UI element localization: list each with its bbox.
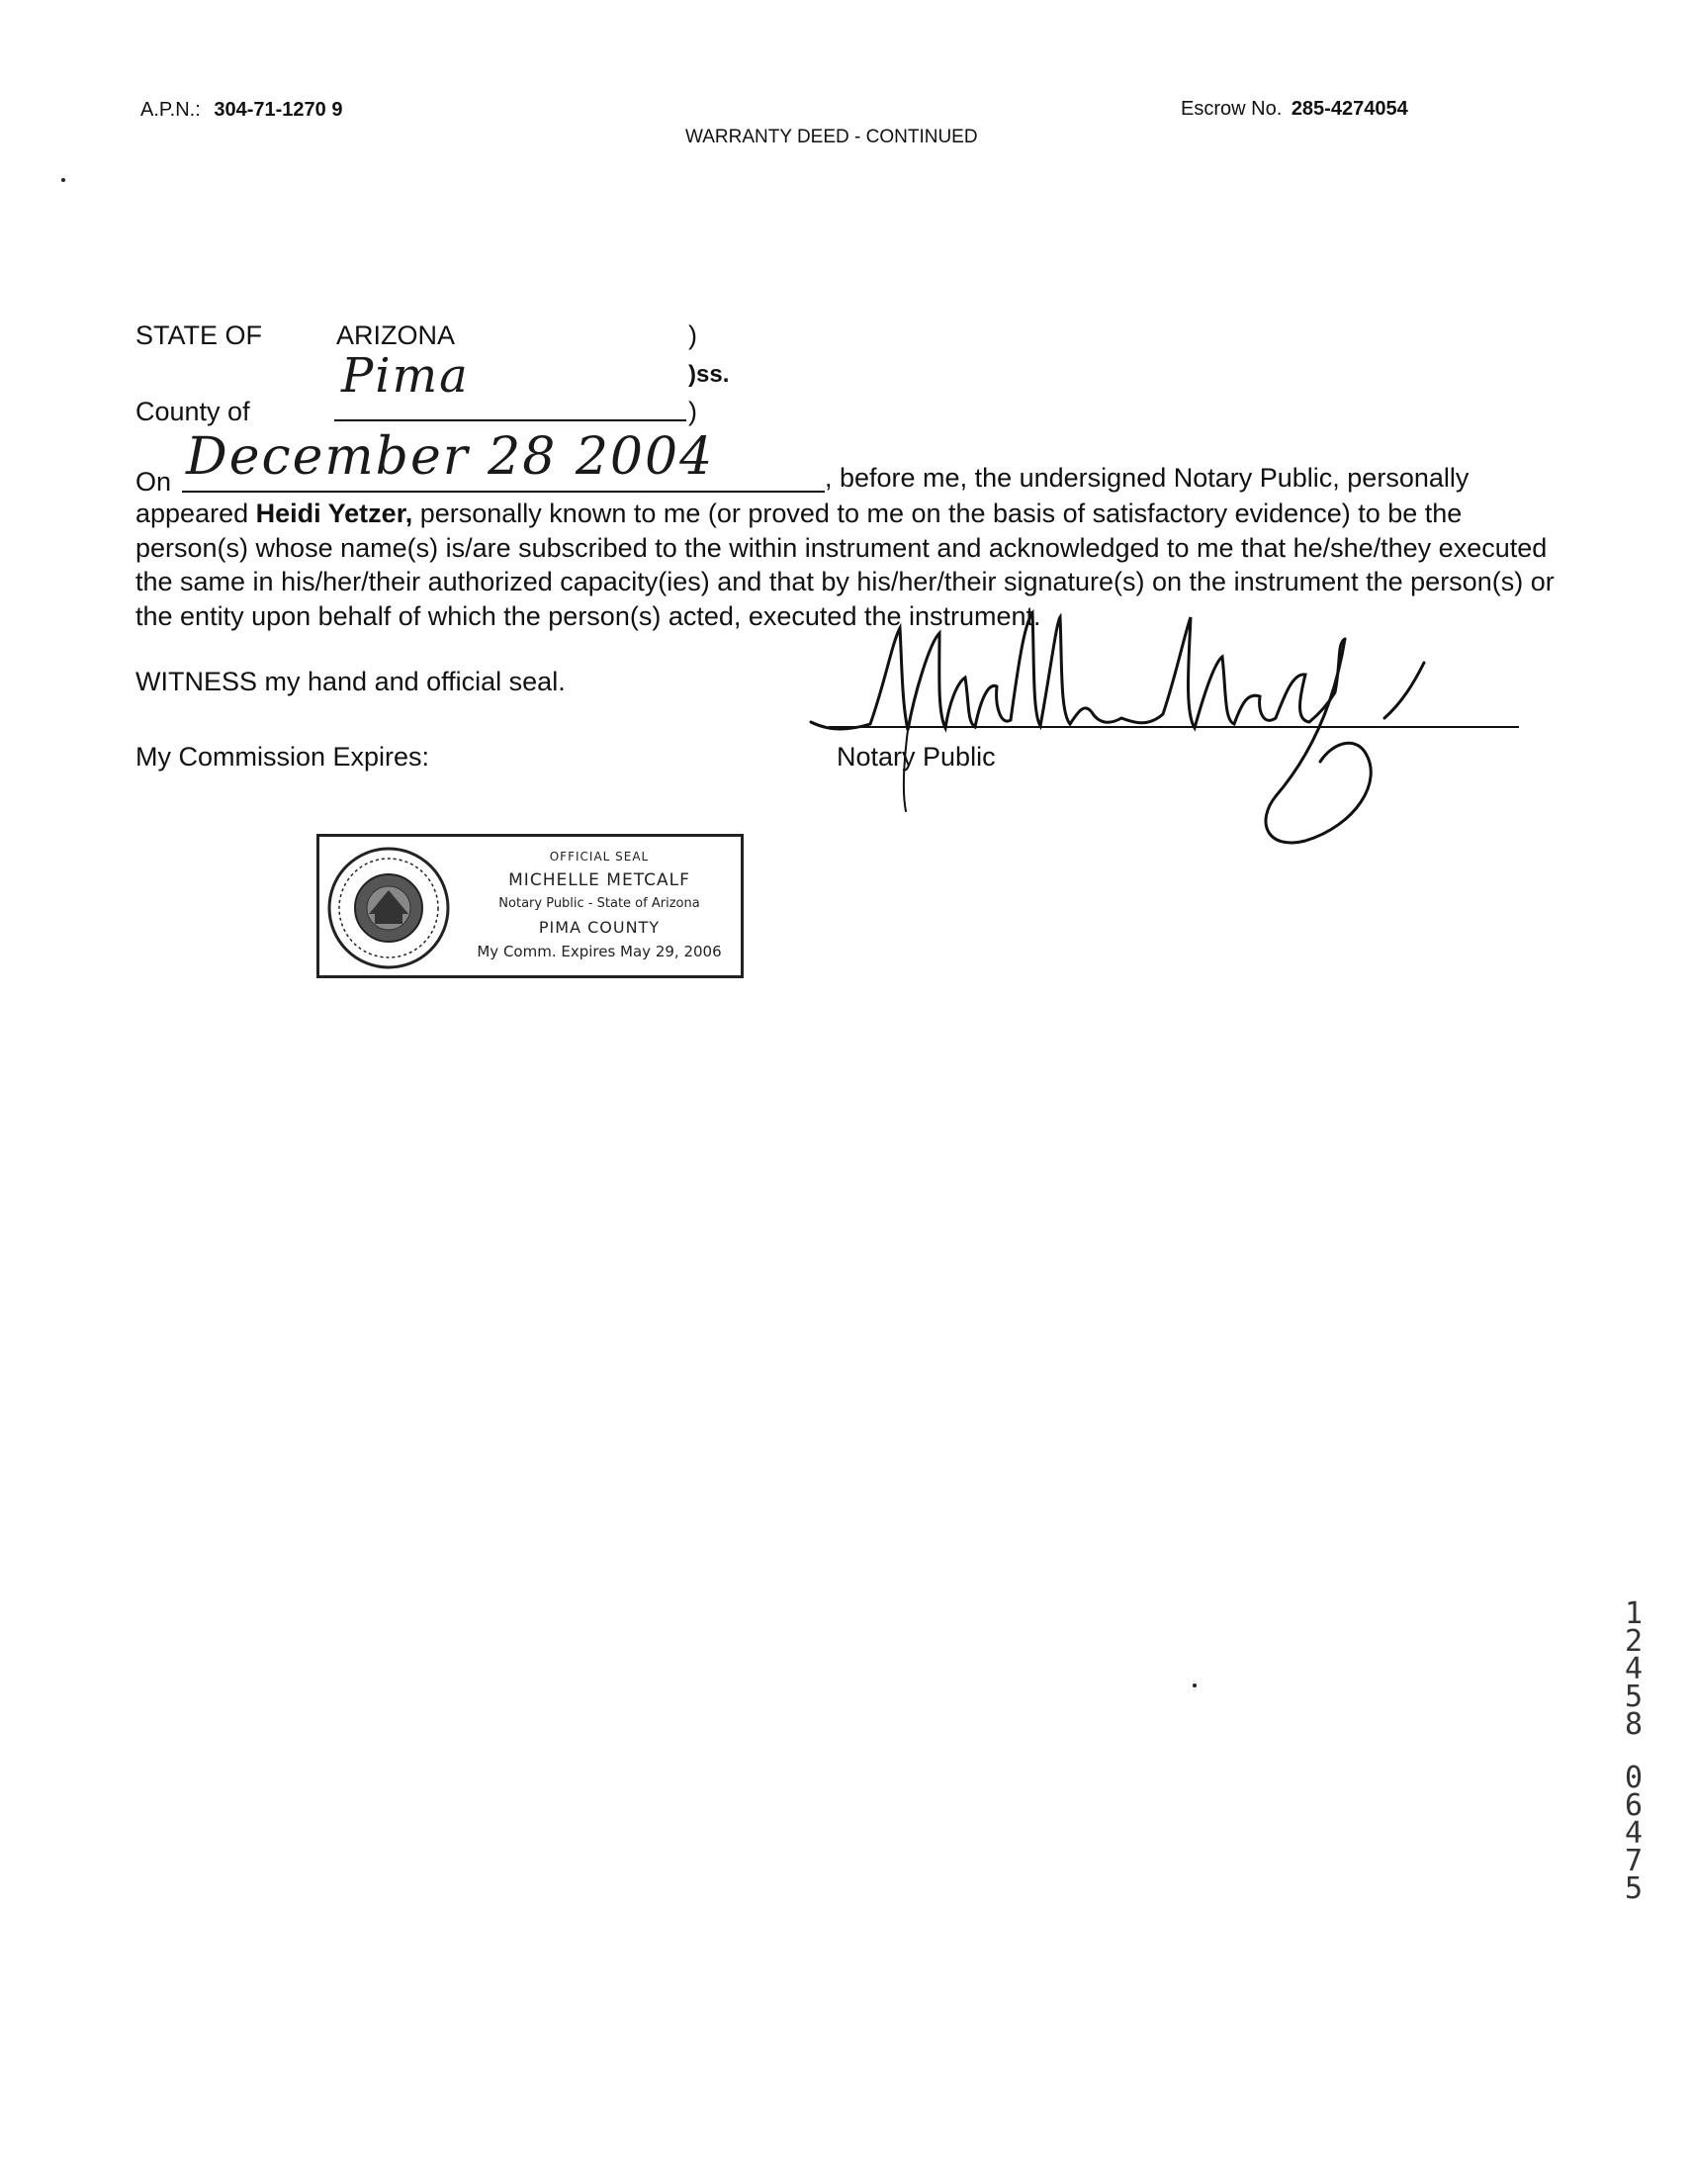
recording-digit: 5 xyxy=(1624,1680,1644,1714)
witness-line: WITNESS my hand and official seal. xyxy=(135,667,566,696)
state-label: STATE OF xyxy=(135,320,262,350)
acknowledgment-body: personally known to me (or proved to me on the basis of satisfactory evidence) to be the person(s) whose name(s) is/are subscribed to the within instrument and acknowledged to me that he/she/they executed the same in his/her/their authorized capacity(ies) and that by his/her/their signature(s) on the instrument the person(s) or the entity upon behalf of which the person(s) acted, executed the instrument. xyxy=(135,499,1555,631)
appeared-label: appeared xyxy=(135,499,249,528)
seal-line-1: OFFICIAL SEAL xyxy=(549,850,650,864)
scan-speck xyxy=(61,178,65,182)
notary-signature-icon xyxy=(791,603,1444,861)
document-title: WARRANTY DEED - CONTINUED xyxy=(685,127,978,147)
apn-label: A.P.N.: xyxy=(140,99,201,121)
seal-line-4: PIMA COUNTY xyxy=(538,918,661,937)
notary-public-label: Notary Public xyxy=(837,742,996,772)
recording-digit: 6 xyxy=(1624,1788,1644,1823)
venue-ss: )ss. xyxy=(688,361,730,388)
recording-digit: 4 xyxy=(1624,1652,1644,1686)
county-label: County of xyxy=(135,397,250,426)
signer-name: Heidi Yetzer, xyxy=(255,499,413,528)
county-underline xyxy=(334,419,686,421)
recording-digit: 4 xyxy=(1624,1816,1644,1851)
recording-digit: 0 xyxy=(1624,1761,1644,1795)
scan-speck xyxy=(1193,1684,1197,1687)
recording-number xyxy=(1614,1596,1653,1906)
seal-line-3: Notary Public - State of Arizona xyxy=(498,896,700,911)
date-handwritten: December 28 2004 xyxy=(186,427,715,487)
seal-line-5: My Comm. Expires May 29, 2006 xyxy=(477,943,722,960)
recording-digit: 8 xyxy=(1624,1707,1644,1742)
recording-digit: 1 xyxy=(1624,1596,1644,1631)
venue-paren-top: ) xyxy=(688,320,697,350)
recording-digit: 2 xyxy=(1624,1624,1644,1659)
seal-text xyxy=(466,845,733,963)
apn xyxy=(140,99,342,122)
escrow-value: 285-4274054 xyxy=(1291,98,1408,120)
state-seal-icon xyxy=(325,845,452,971)
seal-line-2: MICHELLE METCALF xyxy=(508,870,690,890)
apn-value: 304-71-1270 9 xyxy=(214,99,343,121)
commission-label: My Commission Expires: xyxy=(135,742,430,772)
date-underline xyxy=(182,491,825,493)
state-value: ARIZONA xyxy=(336,320,456,350)
on-label: On xyxy=(135,467,172,497)
recording-digit: 5 xyxy=(1624,1871,1644,1906)
venue-paren-bottom: ) xyxy=(688,397,697,426)
official-seal-stamp xyxy=(316,834,744,978)
text-after-date: , before me, the undersigned Notary Public, personally xyxy=(825,463,1470,493)
signature-line xyxy=(829,726,1519,728)
escrow-label: Escrow No. xyxy=(1181,98,1283,120)
recording-digit: 7 xyxy=(1624,1844,1644,1878)
county-handwritten: Pima xyxy=(341,348,470,404)
escrow-number xyxy=(1181,98,1408,121)
